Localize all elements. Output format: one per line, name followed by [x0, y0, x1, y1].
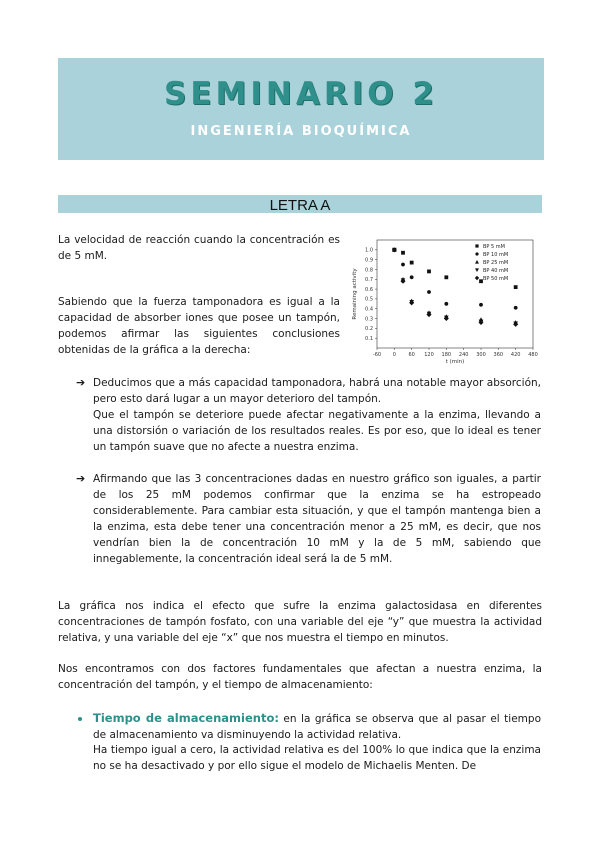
data-point: [401, 263, 405, 267]
list-item-storage-time: [93, 710, 541, 743]
y-axis-label: Remaining activity: [352, 268, 358, 320]
x-tick-label: 420: [510, 352, 521, 358]
arrow-item-1-text-a: Deducimos que a más capacidad tamponadora, habrá una notable mayor absorción, pero esto dará lugar a un mayor deterioro del tampón.: [93, 377, 541, 405]
y-tick-label: 0.4: [365, 306, 373, 313]
data-point: [444, 302, 448, 306]
y-tick-label: 0.5: [365, 296, 373, 303]
data-point: [410, 261, 414, 265]
x-tick-label: 60: [408, 352, 415, 358]
data-point: [513, 322, 518, 327]
data-point: [409, 300, 414, 305]
plot-frame: [377, 240, 533, 348]
intro-paragraph-1: La velocidad de reacción cuando la concentración es de 5 mM.: [58, 234, 340, 262]
list-item-text-b: Ha tiempo igual a cero, la actividad relativa es del 100% lo que indica que la enzima no se ha desactivado y por ello sigue el modelo de Michaelis Menten. De: [93, 744, 541, 772]
x-tick-label: 180: [441, 352, 452, 358]
legend-label: BP 40 mM: [483, 267, 509, 274]
legend-label: BP 50 mM: [483, 275, 509, 282]
chart: [347, 228, 541, 368]
x-tick-label: -60: [372, 352, 382, 358]
data-point: [514, 306, 518, 310]
data-point: [410, 275, 414, 279]
y-tick-label: 0.6: [365, 286, 373, 293]
y-tick-label: 0.2: [365, 326, 373, 333]
data-point: [401, 251, 405, 255]
data-point: [401, 279, 406, 284]
data-point: [444, 275, 448, 279]
section-title: LETRA A: [269, 197, 331, 214]
x-tick-label: 300: [476, 352, 486, 358]
legend-marker: [475, 260, 479, 264]
x-tick-label: 120: [424, 352, 434, 358]
arrow-item-2-text: Afirmando que las 3 concentraciones dadas en nuestro gráfico son iguales, a partir de los 25 mM podemos confirmar que la enzima se ha estropeado considerablemente. Para cambiar esta situación, y que el tampón mantenga bien a la enzima, esta debe tener una concentración menor a 25 mM, es decir, que nos vendrían bien la de concentración 10 mM y la de 5 mM, sabiendo que innegablemente, la concentración ideal será la de 5 mM.: [93, 473, 541, 565]
list-item-text-a: en la gráfica se observa que al pasar el tiempo de almacenamiento va disminuyendo la actividad relativa.: [93, 713, 541, 741]
x-tick-label: 360: [493, 352, 504, 358]
x-tick-label: 0: [392, 352, 396, 358]
data-point: [427, 290, 431, 294]
y-tick-label: 0.7: [365, 277, 373, 284]
page-subtitle: INGENIERÍA BIOQUÍMICA: [190, 124, 412, 139]
legend-marker: [475, 252, 478, 255]
body-paragraph-2: Nos encontramos con dos factores fundamentales que afectan a nuestra enzima, la concentración del tampón, y el tiempo de almacenamiento:: [58, 663, 542, 691]
body-paragraph-1: La gráfica nos indica el efecto que sufre la enzima galactosidasa en diferentes concentraciones de tampón fosfato, con una variable del eje “y” que muestra la actividad relativa, y una variable del eje “x” que nos muestra el tiempo en minutos.: [58, 600, 542, 644]
arrow-icon: ➔: [76, 472, 86, 485]
x-axis-label: t (min): [445, 359, 465, 365]
legend-marker: [475, 276, 479, 280]
chart-svg: [347, 228, 541, 368]
y-tick-label: 0.8: [365, 267, 373, 274]
arrow-item-1-text-b: Que el tampón se deteriore puede afectar negativamente a la enzima, llevando a una distorsión o variación de los resultados reales. Es por eso, que lo ideal es tener un tampón suave que no afecte a nuestra enzima.: [93, 409, 541, 453]
y-tick-label: 1.0: [365, 247, 373, 254]
x-tick-label: 480: [528, 352, 538, 358]
legend-label: BP 10 mM: [483, 251, 509, 258]
header-banner: [58, 58, 544, 160]
y-tick-label: 0.3: [365, 316, 373, 323]
bullet-dot-icon: [78, 717, 82, 721]
list-item-label: Tiempo de almacenamiento:: [93, 711, 279, 725]
section-heading: [58, 195, 542, 213]
arrow-icon: ➔: [76, 376, 86, 389]
intro-paragraph-2: Sabiendo que la fuerza tamponadora es igual a la capacidad de absorber iones que posee un tampón, podemos afirmar las siguientes conclusiones obtenidas de la gráfica a la derecha:: [58, 296, 340, 356]
legend-marker: [475, 244, 478, 247]
legend-marker: [475, 268, 479, 272]
data-point: [479, 303, 483, 307]
y-tick-label: 0.1: [365, 335, 373, 342]
y-tick-label: 0.9: [365, 257, 373, 264]
data-point: [514, 285, 518, 289]
page-title: SEMINARIO 2: [164, 76, 438, 112]
data-point: [427, 270, 431, 274]
legend-label: BP 25 mM: [483, 259, 509, 266]
x-tick-label: 240: [458, 352, 469, 358]
data-point: [444, 316, 449, 321]
legend-label: BP 5 mM: [483, 243, 505, 250]
data-point: [427, 312, 432, 317]
